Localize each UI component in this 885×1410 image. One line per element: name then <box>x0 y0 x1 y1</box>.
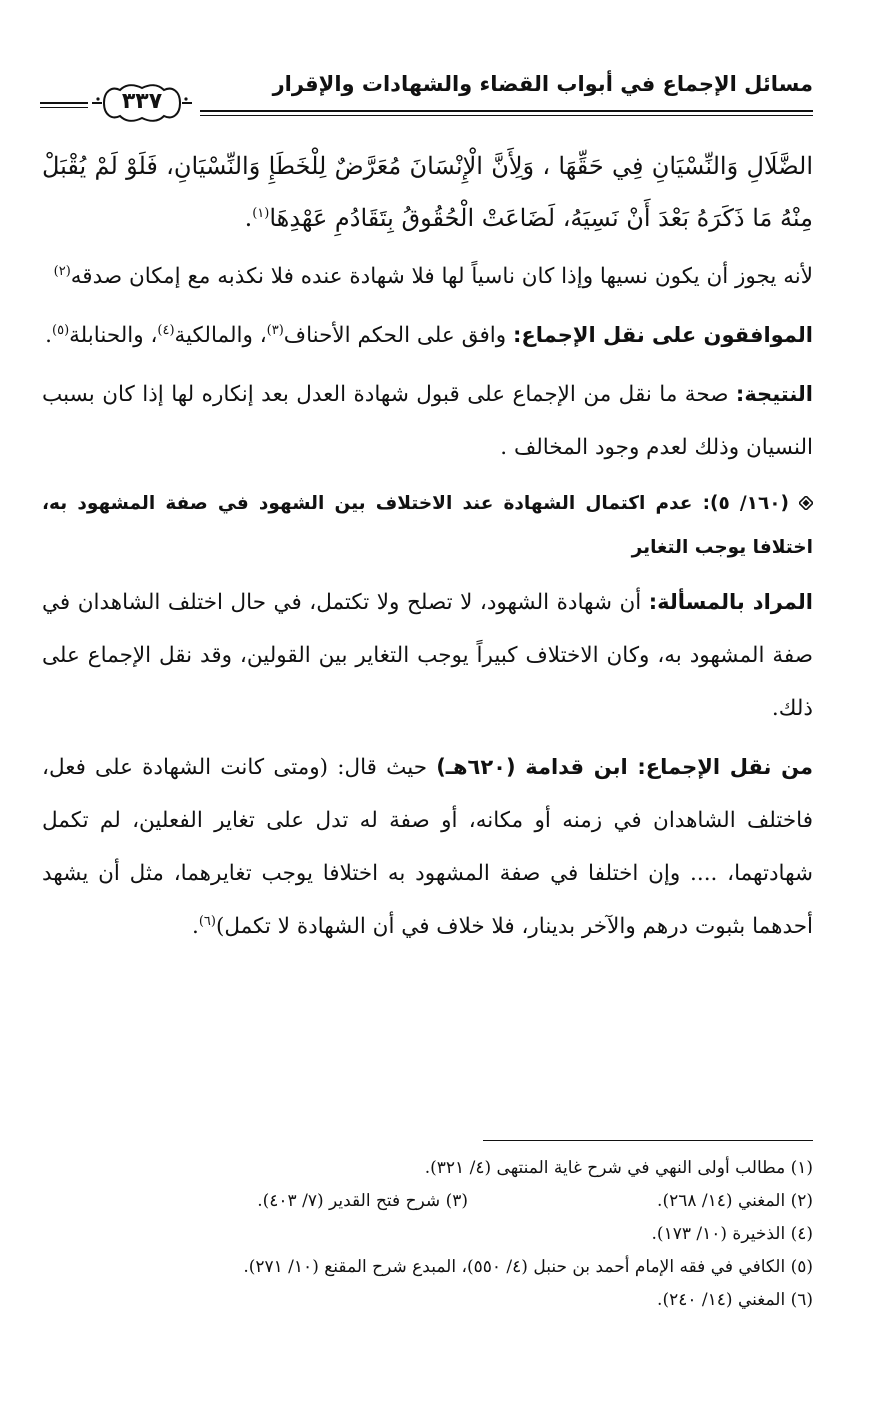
footnote-2: (٢) المغني (١٤/ ٢٦٨). <box>657 1191 813 1211</box>
footnote-3: (٣) شرح فتح القدير (٧/ ٤٠٣). <box>257 1191 468 1211</box>
diamond-bullet-icon <box>799 496 813 510</box>
footnote-ref: (٣) <box>266 322 284 338</box>
footnote-row-2-3 <box>42 1185 813 1218</box>
paragraph-lead: النتيجة: <box>735 382 813 406</box>
footnote-4: (٤) الذخيرة (١٠/ ١٧٣). <box>651 1224 813 1244</box>
paragraph-result: النتيجة: صحة ما نقل من الإجماع على قبول شهادة العدل بعد إنكاره لها إذا كان بسبب النسيان وذلك لعدم وجود المخالف . <box>42 382 813 460</box>
footnote-ref: (٤) <box>157 322 175 338</box>
page-body <box>42 140 813 953</box>
paragraph-lead: من نقل الإجماع: ابن قدامة (٦٢٠هـ) <box>436 755 813 779</box>
footnote-separator <box>483 1140 813 1141</box>
footnote-5: (٥) الكافي في فقه الإمام أحمد بن حنبل (٤/ ٥٥٠)، المبدع شرح المقنع (١٠/ ٢٧١). <box>243 1257 813 1277</box>
footnote-ref: (١) <box>252 206 270 221</box>
issue-heading: (١٦٠/ ٥): عدم اكتمال الشهادة عند الاختلاف بين الشهود في صفة المشهود به، اختلافا يوجب التغاير <box>42 493 813 558</box>
paragraph-lead: الموافقون على نقل الإجماع: <box>513 323 813 347</box>
header-rule-left-thin <box>40 107 88 108</box>
header-rule-left <box>40 102 88 104</box>
header-rule-thin <box>200 115 813 116</box>
footnote-ref: (٢) <box>53 263 71 279</box>
running-title: مسائل الإجماع في أبواب القضاء والشهادات والإقرار <box>272 72 813 96</box>
page-number-ornament <box>90 82 194 124</box>
footnotes <box>42 1152 813 1317</box>
quoted-text: الضَّلَالِ وَالنِّسْيَانِ فِي حَقِّهَا ، وَلِأَنَّ الْإِنْسَانَ مُعَرَّضٌ لِلْخَطَإِ وَالنِّسْيَانِ، فَلَوْ لَمْ يُقْبَلْ مِنْهُ مَا ذَكَرَهُ بَعْدَ أَنْ نَسِيَهُ، لَضَاعَتْ الْحُقُوقُ بِتَقَادُمِ عَهْدِهَا$^{(١)}$. <box>42 152 813 232</box>
header-rule <box>200 110 813 112</box>
footnote-1: (١) مطالب أولى النهي في شرح غاية المنتهى (٤/ ٣٢١). <box>424 1158 813 1178</box>
paragraph-reason: لأنه يجوز أن يكون نسيها وإذا كان ناسياً لها فلا شهادة عنده فلا نكذبه مع إمكان صدقه$^{(٢)}$ <box>53 263 813 289</box>
footnote-6: (٦) المغني (١٤/ ٢٤٠). <box>657 1290 813 1310</box>
footnote-ref: (٥) <box>52 322 70 338</box>
paragraph-transmitter: من نقل الإجماع: ابن قدامة (٦٢٠هـ) حيث قال: (ومتى كانت الشهادة على فعل، فاختلف الشاهدان في زمنه أو مكانه، أو صفة له تدل على تغاير الفعلين، لم تكمل شهادتهما، .... وإن اختلفا في صفة المشهود به اختلافا يوجب تغايرهما، مثل أن يشهد أحدهما بثبوت درهم والآخر بدينار، فلا خلاف في أن الشهادة لا تكمل)$^{(٦)}$. <box>42 755 813 939</box>
paragraph-lead: المراد بالمسألة: <box>648 590 813 614</box>
page-number: ٣٣٧ <box>121 89 163 114</box>
paragraph-agreeing: الموافقون على نقل الإجماع: وافق على الحكم الأحناف$^{(٣)}$، والمالكية$^{(٤)}$، والحنابلة$^{(٥)}$. <box>45 322 813 348</box>
page-header <box>40 66 813 124</box>
footnote-ref: (٦) <box>198 913 216 929</box>
paragraph-meaning: المراد بالمسألة: أن شهادة الشهود، لا تصلح ولا تكتمل، في حال اختلف الشاهدان في صفة المشهود به، وكان الاختلاف كبيراً يوجب التغاير بين القولين، وقد نقل الإجماع على ذلك. <box>42 590 813 721</box>
